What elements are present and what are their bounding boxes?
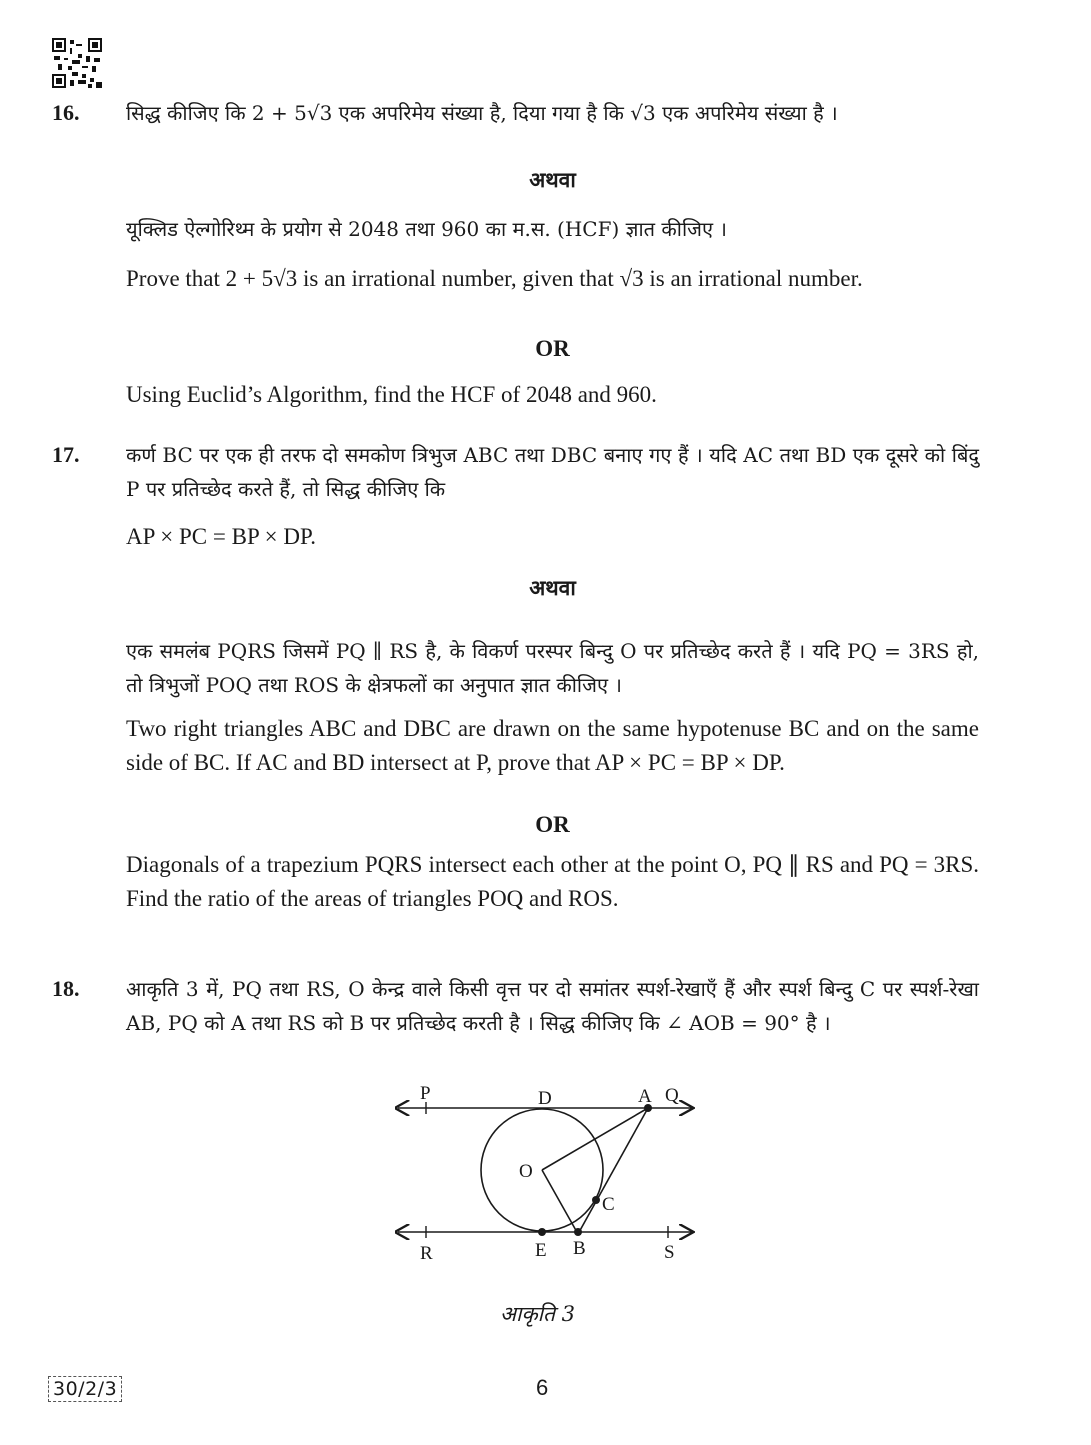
question-number-18: 18.	[52, 976, 80, 1001]
q17-hindi-main: कर्ण BC पर एक ही तरफ दो समकोण त्रिभुज ABC तथा DBC बनाए गए हैं । यदि AC तथा BD एक दूसरे को बिंदु P पर प्रतिच्छेद करते हैं, तो सिद्ध कीजिए कि	[126, 443, 979, 501]
page-number: 6	[536, 1375, 549, 1400]
label-r: R	[420, 1243, 433, 1264]
q17-english-main: Two right triangles ABC and DBC are drawn on the same hypotenuse BC and on the same side of BC. If AC and BD intersect at P, prove that AP × PC = BP × DP.	[126, 716, 979, 775]
tangent-line-ab	[578, 1108, 648, 1234]
figure-3-diagram	[380, 1078, 710, 1278]
point-e	[538, 1228, 546, 1236]
label-p: P	[420, 1083, 431, 1104]
q16-hindi-or: अथवा	[529, 167, 576, 192]
qr-code-icon	[52, 38, 102, 88]
q17-hindi-equation: AP × PC = BP × DP.	[126, 524, 316, 549]
label-q: Q	[665, 1085, 679, 1106]
label-s: S	[664, 1242, 675, 1263]
q16-english-main: Prove that 2 + 5√3 is an irrational number, given that √3 is an irrational number.	[126, 266, 863, 291]
segment-oa	[542, 1108, 648, 1170]
label-c: C	[602, 1194, 615, 1215]
paper-code: 30/2/3	[48, 1376, 122, 1402]
q17-english-or: OR	[535, 812, 570, 837]
point-c	[592, 1196, 600, 1204]
q16-english-or: OR	[535, 336, 570, 361]
q17-hindi-alternative: एक समलंब PQRS जिसमें PQ ∥ RS है, के विकर्ण परस्पर बिन्दु O पर प्रतिच्छेद करते हैं । यदि PQ = 3RS हो, तो त्रिभुजों POQ तथा ROS के क्षेत्रफलों का अनुपात ज्ञात कीजिए ।	[126, 639, 979, 697]
q16-english-alternative: Using Euclid’s Algorithm, find the HCF of 2048 and 960.	[126, 382, 657, 407]
figure-caption: आकृति 3	[500, 1302, 576, 1326]
q17-hindi-or: अथवा	[529, 575, 576, 600]
q18-hindi-main: आकृति 3 में, PQ तथा RS, O केन्द्र वाले किसी वृत्त पर दो समांतर स्पर्श-रेखाएँ हैं और स्पर्श बिन्दु C पर स्पर्श-रेखा AB, PQ को A तथा RS को B पर प्रतिच्छेद करती है । सिद्ध कीजिए कि ∠ AOB = 90° है ।	[126, 977, 979, 1035]
label-a: A	[638, 1086, 652, 1107]
question-number-16: 16.	[52, 100, 80, 125]
q16-hindi-alternative: यूक्लिड ऐल्गोरिथ्म के प्रयोग से 2048 तथा 960 का म.स. (HCF) ज्ञात कीजिए ।	[126, 217, 727, 241]
label-e: E	[535, 1240, 547, 1261]
q17-english-alternative: Diagonals of a trapezium PQRS intersect each other at the point O, PQ ∥ RS and PQ = 3RS. Find the ratio of the areas of triangles POQ and ROS.	[126, 852, 979, 911]
question-number-17: 17.	[52, 442, 80, 467]
label-b: B	[573, 1238, 586, 1259]
point-b	[574, 1228, 582, 1236]
label-o: O	[519, 1161, 533, 1182]
segment-ob	[542, 1170, 578, 1234]
q16-hindi-main: सिद्ध कीजिए कि 2 + 5√3 एक अपरिमेय संख्या है, दिया गया है कि √3 एक अपरिमेय संख्या है ।	[126, 101, 838, 125]
label-d: D	[538, 1088, 552, 1109]
